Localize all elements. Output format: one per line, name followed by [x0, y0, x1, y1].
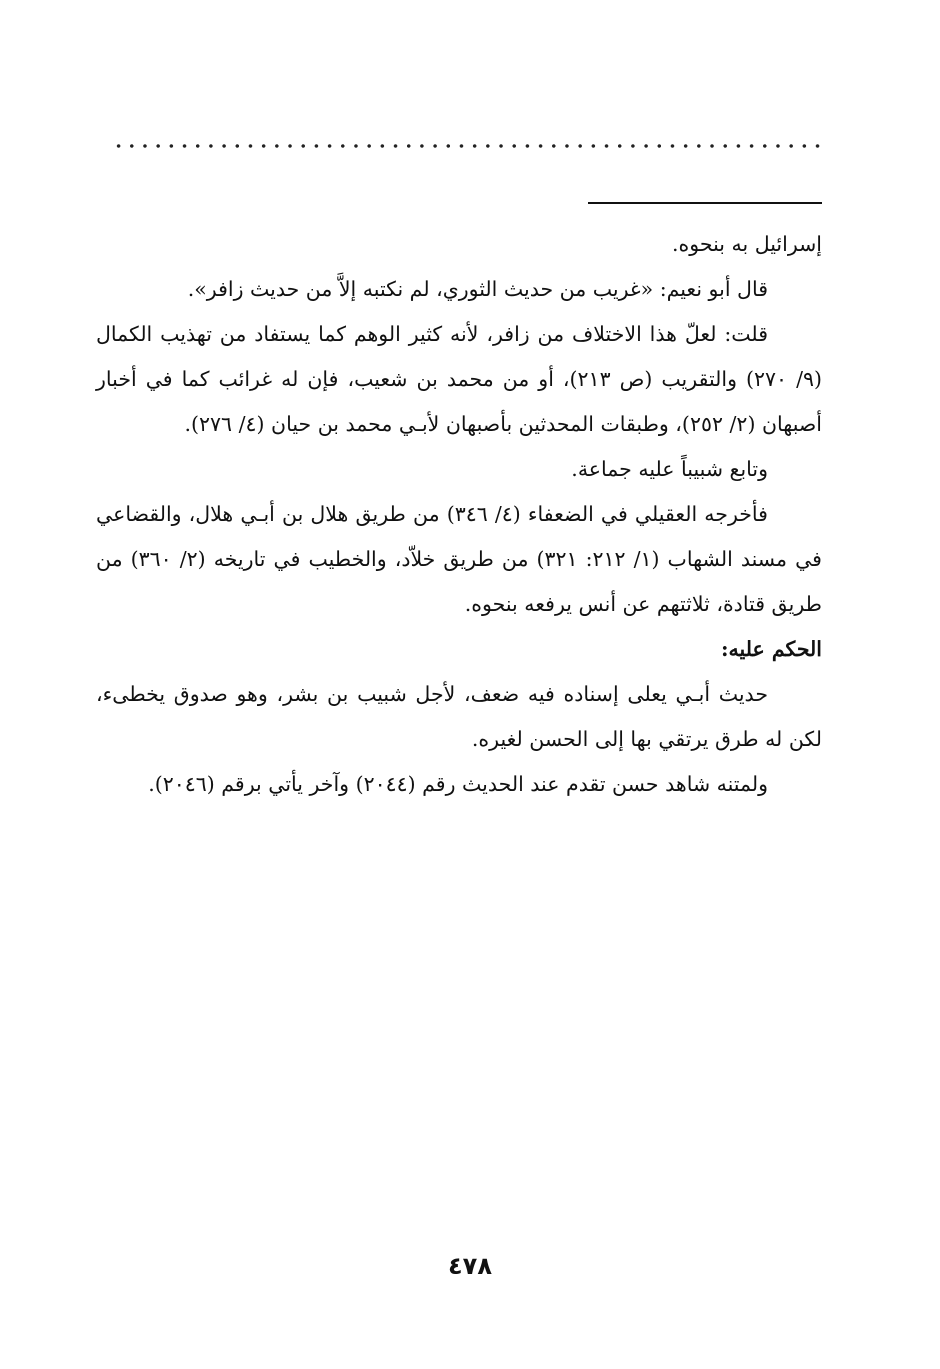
paragraph: قال أبو نعيم: «غريب من حديث الثوري، لم نكتبه إلاَّ من حديث زافر».: [187, 277, 768, 301]
paragraph: ولمتنه شاهد حسن تقدم عند الحديث رقم (٢٠٤٤) وآخر يأتي برقم (٢٠٤٦).: [148, 772, 768, 796]
paragraph: وتابع شبيباً عليه جماعة.: [571, 457, 768, 481]
body-text: [96, 222, 822, 807]
paragraph: قلت: لعلّ هذا الاختلاف من زافر، لأنه كثير الوهم كما يستفاد من تهذيب الكمال (٩/ ٢٧٠) والتقريب (ص ٢١٣)، أو من محمد بن شعيب، فإن له غرائب كما في أخبار أصبهان (٢/ ٢٥٢)، وطبقات المحدثين بأصبهان لأبـي محمد بن حيان (٤/ ٢٧٦).: [96, 322, 822, 436]
paragraph: حديث أبـي يعلى إسناده فيه ضعف، لأجل شبيب بن بشر، وهو صدوق يخطىء، لكن له طرق يرتقي بها إلى الحسن لغيره.: [96, 682, 822, 751]
paragraph: إسرائيل به بنحوه.: [672, 232, 822, 256]
page-number: ٤٧٨: [448, 1252, 492, 1280]
paragraph: فأخرجه العقيلي في الضعفاء (٤/ ٣٤٦) من طريق هلال بن أبـي هلال، والقضاعي في مسند الشهاب (١/ ٢١٢: ٣٢١) من طريق خلاّد، والخطيب في تاريخه (٢/ ٣٦٠) من طريق قتادة، ثلاثتهم عن أنس يرفعه بنحوه.: [96, 502, 822, 616]
dotted-separator: [112, 143, 824, 149]
footnote-rule: [588, 202, 822, 204]
section-heading: الحكم عليه:: [720, 637, 822, 661]
